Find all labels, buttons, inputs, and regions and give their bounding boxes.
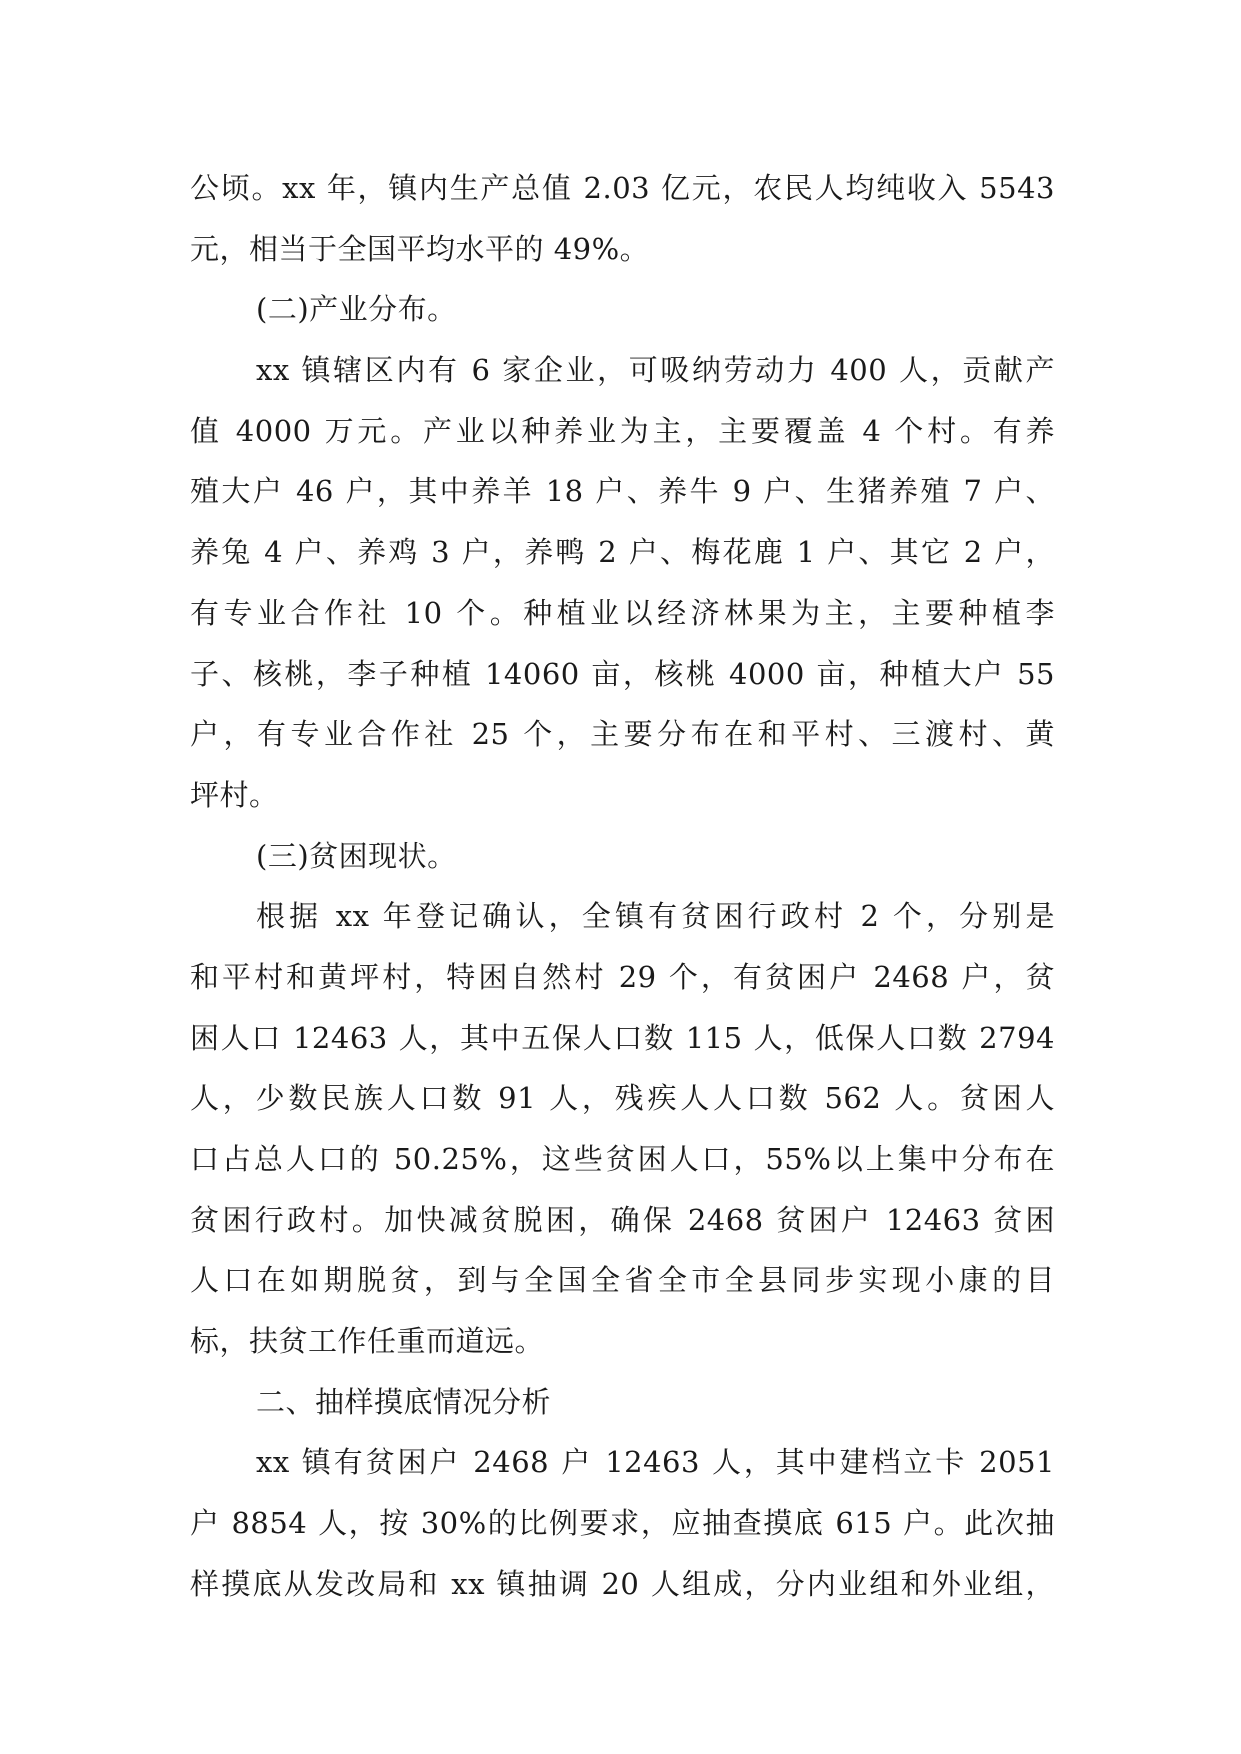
text-line-17: 口占总人口的 50.25%，这些贫困人口，55%以上集中分布在 <box>190 1142 1055 1176</box>
text-line-10: 户，有专业合作社 25 个，主要分布在和平村、三渡村、黄 <box>190 717 1055 752</box>
text-line-20: 标，扶贫工作任重而道远。 <box>190 1324 545 1359</box>
text-line-2: 元，相当于全国平均水平的 49%。 <box>190 231 650 266</box>
document-body <box>190 158 1055 1615</box>
text-line-15: 困人口 12463 人，其中五保人口数 115 人，低保人口数 2794 <box>190 1020 1055 1055</box>
text-line-11: 坪村。 <box>190 777 279 812</box>
section-heading-industry: (二)产业分布。 <box>256 292 457 327</box>
text-line-18: 贫困行政村。加快减贫脱困，确保 2468 贫困户 12463 贫困 <box>190 1202 1055 1237</box>
section-heading-sampling: 二、抽样摸底情况分析 <box>256 1384 552 1419</box>
text-line-8: 有专业合作社 10 个。种植业以经济林果为主，主要种植李 <box>190 595 1055 630</box>
text-line-1: 公顷。xx 年，镇内生产总值 2.03 亿元，农民人均纯收入 5543 <box>190 171 1055 205</box>
text-line-5: 值 4000 万元。产业以种养业为主，主要覆盖 4 个村。有养 <box>190 413 1055 448</box>
section-heading-poverty: (三)贫困现状。 <box>256 838 457 873</box>
text-line-23: 户 8854 人，按 30%的比例要求，应抽查摸底 615 户。此次抽 <box>190 1506 1055 1541</box>
text-line-13: 根据 xx 年登记确认，全镇有贫困行政村 2 个，分别是 <box>256 899 1055 934</box>
text-line-7: 养兔 4 户、养鸡 3 户，养鸭 2 户、梅花鹿 1 户、其它 2 户， <box>190 535 1055 570</box>
text-line-4: xx 镇辖区内有 6 家企业，可吸纳劳动力 400 人，贡献产 <box>256 353 1055 388</box>
text-line-22: xx 镇有贫困户 2468 户 12463 人，其中建档立卡 2051 <box>256 1445 1055 1480</box>
text-line-16: 人，少数民族人口数 91 人，残疾人人口数 562 人。贫困人 <box>190 1081 1055 1116</box>
text-line-24: 样摸底从发改局和 xx 镇抽调 20 人组成，分内业组和外业组， <box>190 1566 1055 1601</box>
text-line-19: 人口在如期脱贫，到与全国全省全市全县同步实现小康的目 <box>190 1263 1055 1298</box>
text-line-14: 和平村和黄坪村，特困自然村 29 个，有贫困户 2468 户，贫 <box>190 959 1055 994</box>
text-line-9: 子、核桃，李子种植 14060 亩，核桃 4000 亩，种植大户 55 <box>190 656 1055 691</box>
text-line-6: 殖大户 46 户，其中养羊 18 户、养牛 9 户、生猪养殖 7 户、 <box>190 474 1055 509</box>
